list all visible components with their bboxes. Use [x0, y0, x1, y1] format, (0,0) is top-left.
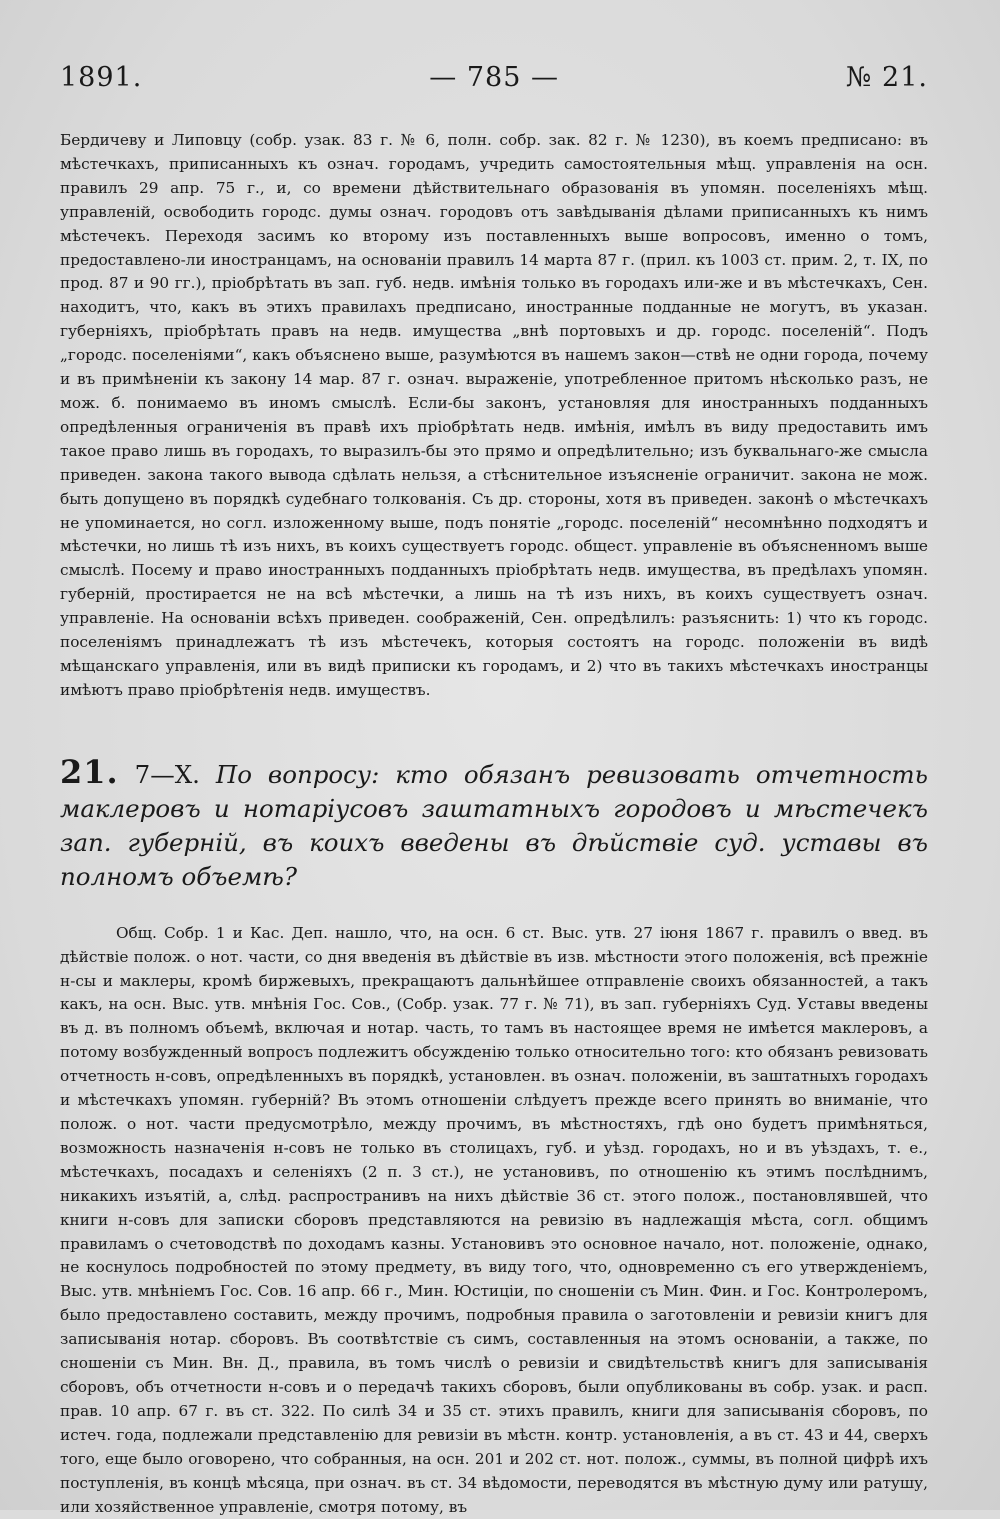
- section-number: 21.: [60, 752, 119, 791]
- header-year: 1891.: [60, 62, 143, 93]
- header-page-number: — 785 —: [429, 62, 559, 93]
- paragraph-2: [60, 922, 928, 1519]
- section-date: 7—X.: [134, 759, 200, 789]
- section-title: По вопросу: кто обязанъ ревизовать отчетность маклеровъ и нотаріусовъ заштатныхъ городовъ и мѣстечекъ зап. губерній, въ коихъ введены въ дѣйствіе суд. уставы въ полномъ объемѣ?: [60, 759, 928, 891]
- page-header: [60, 62, 928, 93]
- paragraph-1: [60, 129, 928, 703]
- section-heading: [60, 752, 928, 894]
- paragraph-1-text: Бердичеву и Липовцу (собр. узак. 83 г. № 6, полн. собр. зак. 82 г. № 1230), въ коемъ предписано: въ мѣстечкахъ, приписанныхъ къ означ. городамъ, учредить самостоятельныя мѣщ. управленія на осн. правилъ 29 апр. 75 г., и, со времени дѣйствительнаго образованія въ упомян. поселеніяхъ мѣщ. управленій, освободить городс. думы означ. городовъ отъ завѣдыванія дѣлами приписанныхъ къ нимъ мѣстечекъ. Переходя засимъ ко второму изъ поставленныхъ выше вопросовъ, именно о томъ, предоставлено-ли иностранцамъ, на основаніи правилъ 14 марта 87 г. (прил. къ 1003 ст. прим. 2, т. IX, по прод. 87 и 90 гг.), пріобрѣтать въ зап. губ. недв. имѣнія только въ городахъ или-же и въ мѣстечкахъ, Сен. находитъ, что, какъ въ этихъ правилахъ предписано, иностранные подданные не могутъ, въ указан. губерніяхъ, пріобрѣтать правъ на недв. имущества „внѣ портовыхъ и др. городс. поселеній“. Подъ „городс. поселеніями“, какъ объяснено выше, разумѣются въ нашемъ закон—ствѣ не одни города, почему и въ примѣненіи къ закону 14 мар. 87 г. означ. выраженіе, употребленное притомъ нѣсколько разъ, не мож. б. понимаемо въ иномъ смыслѣ. Если-бы законъ, установляя для иностранныхъ подданныхъ опредѣленныя ограниченія въ правѣ ихъ пріобрѣтать недв. имѣнія, имѣлъ въ виду предоставить имъ такое право лишь въ городахъ, то выразилъ-бы это прямо и опредѣлительно; изъ буквальнаго-же смысла приведен. закона такого вывода сдѣлать нельзя, а стѣснительное изъясненіе ограничит. закона не мож. быть допущено въ порядкѣ судебнаго толкованія. Съ др. стороны, хотя въ приведен. законѣ о мѣстечкахъ не упоминается, но согл. изложенному выше, подъ понятіе „городс. поселеній“ несомнѣнно подходятъ и мѣстечки, но лишь тѣ изъ нихъ, въ коихъ существуетъ городс. общест. управленіе въ объясненномъ выше смыслѣ. Посему и право иностранныхъ подданныхъ пріобрѣтать недв. имущества, въ предѣлахъ упомян. губерній, простирается не на всѣ мѣстечки, а лишь на тѣ изъ нихъ, въ коихъ существуетъ означ. управленіе. На основаніи всѣхъ приведен. соображеній, Сен. опредѣлилъ: разъяснить: 1) что къ городс. поселеніямъ принадлежатъ тѣ изъ мѣстечекъ, которыя состоятъ на городс. положеніи въ видѣ мѣщанскаго управленія, или въ видѣ приписки къ городамъ, и 2) что въ такихъ мѣстечкахъ иностранцы имѣютъ право пріобрѣтенія недв. имуществъ.: [60, 131, 928, 699]
- header-issue: № 21.: [845, 62, 928, 93]
- paragraph-2-text: Общ. Собр. 1 и Кас. Деп. нашло, что, на осн. 6 ст. Выс. утв. 27 іюня 1867 г. правилъ о введ. въ дѣйствіе полож. о нот. части, со дня введенія въ дѣйствіе въ изв. мѣстности этого положенія, всѣ прежніе н-сы и маклеры, кромѣ биржевыхъ, прекращаютъ дальнѣйшее отправленіе своихъ обязанностей, а такъ какъ, на осн. Выс. утв. мнѣнія Гос. Сов., (Собр. узак. 77 г. № 71), въ зап. губерніяхъ Суд. Уставы введены въ д. въ полномъ объемѣ, включая и нотар. часть, то тамъ въ настоящее время не имѣется маклеровъ, а потому возбужденный вопросъ подлежитъ обсужденію только относительно того: кто обязанъ ревизовать отчетность н-совъ, опредѣленныхъ въ порядкѣ, установлен. въ означ. положеніи, въ заштатныхъ городахъ и мѣстечкахъ упомян. губерній? Въ этомъ отношеніи слѣдуетъ прежде всего принять во вниманіе, что полож. о нот. части предусмотрѣло, между прочимъ, въ мѣстностяхъ, гдѣ оно будетъ примѣняться, возможность назначенія н-совъ не только въ столицахъ, губ. и уѣзд. городахъ, но и въ уѣздахъ, т. е., мѣстечкахъ, посадахъ и селеніяхъ (2 п. 3 ст.), не установивъ, по отношенію къ этимъ послѣднимъ, никакихъ изъятій, а, слѣд. распространивъ на нихъ дѣйствіе 36 ст. этого полож., постановлявшей, что книги н-совъ для записки сборовъ представляются на ревизію въ надлежащія мѣста, согл. общимъ правиламъ о счетоводствѣ по доходамъ казны. Установивъ это основное начало, нот. положеніе, однако, не коснулось подробностей по этому предмету, въ виду того, что, одновременно съ его утвержденіемъ, Выс. утв. мнѣніемъ Гос. Сов. 16 апр. 66 г., Мин. Юстиціи, по сношеніи съ Мин. Фин. и Гос. Контролеромъ, было предоставлено составить, между прочимъ, подробныя правила о заготовленіи и ревизіи книгъ для записыванія нотар. сборовъ. Въ соотвѣтствіе съ симъ, составленныя на этомъ основаніи, а также, по сношеніи съ Мин. Вн. Д., правила, въ томъ числѣ о ревизіи и свидѣтельствѣ книгъ для записыванія сборовъ, объ отчетности н-совъ и о передачѣ такихъ сборовъ, были опубликованы въ собр. узак. и расп. прав. 10 апр. 67 г. въ ст. 322. По силѣ 34 и 35 ст. этихъ правилъ, книги для записыванія сборовъ, по истеч. года, подлежали представленію для ревизіи въ мѣстн. контр. установленія, а въ ст. 43 и 44, сверхъ того, еще было оговорено, что собранныя, на осн. 201 и 202 ст. нот. полож., суммы, въ полной цифрѣ ихъ поступленія, въ концѣ мѣсяца, при означ. въ ст. 34 вѣдомости, переводятся въ мѣстную думу или ратушу, или хозяйственное управленіе, смотря потому, въ: [60, 923, 928, 1516]
